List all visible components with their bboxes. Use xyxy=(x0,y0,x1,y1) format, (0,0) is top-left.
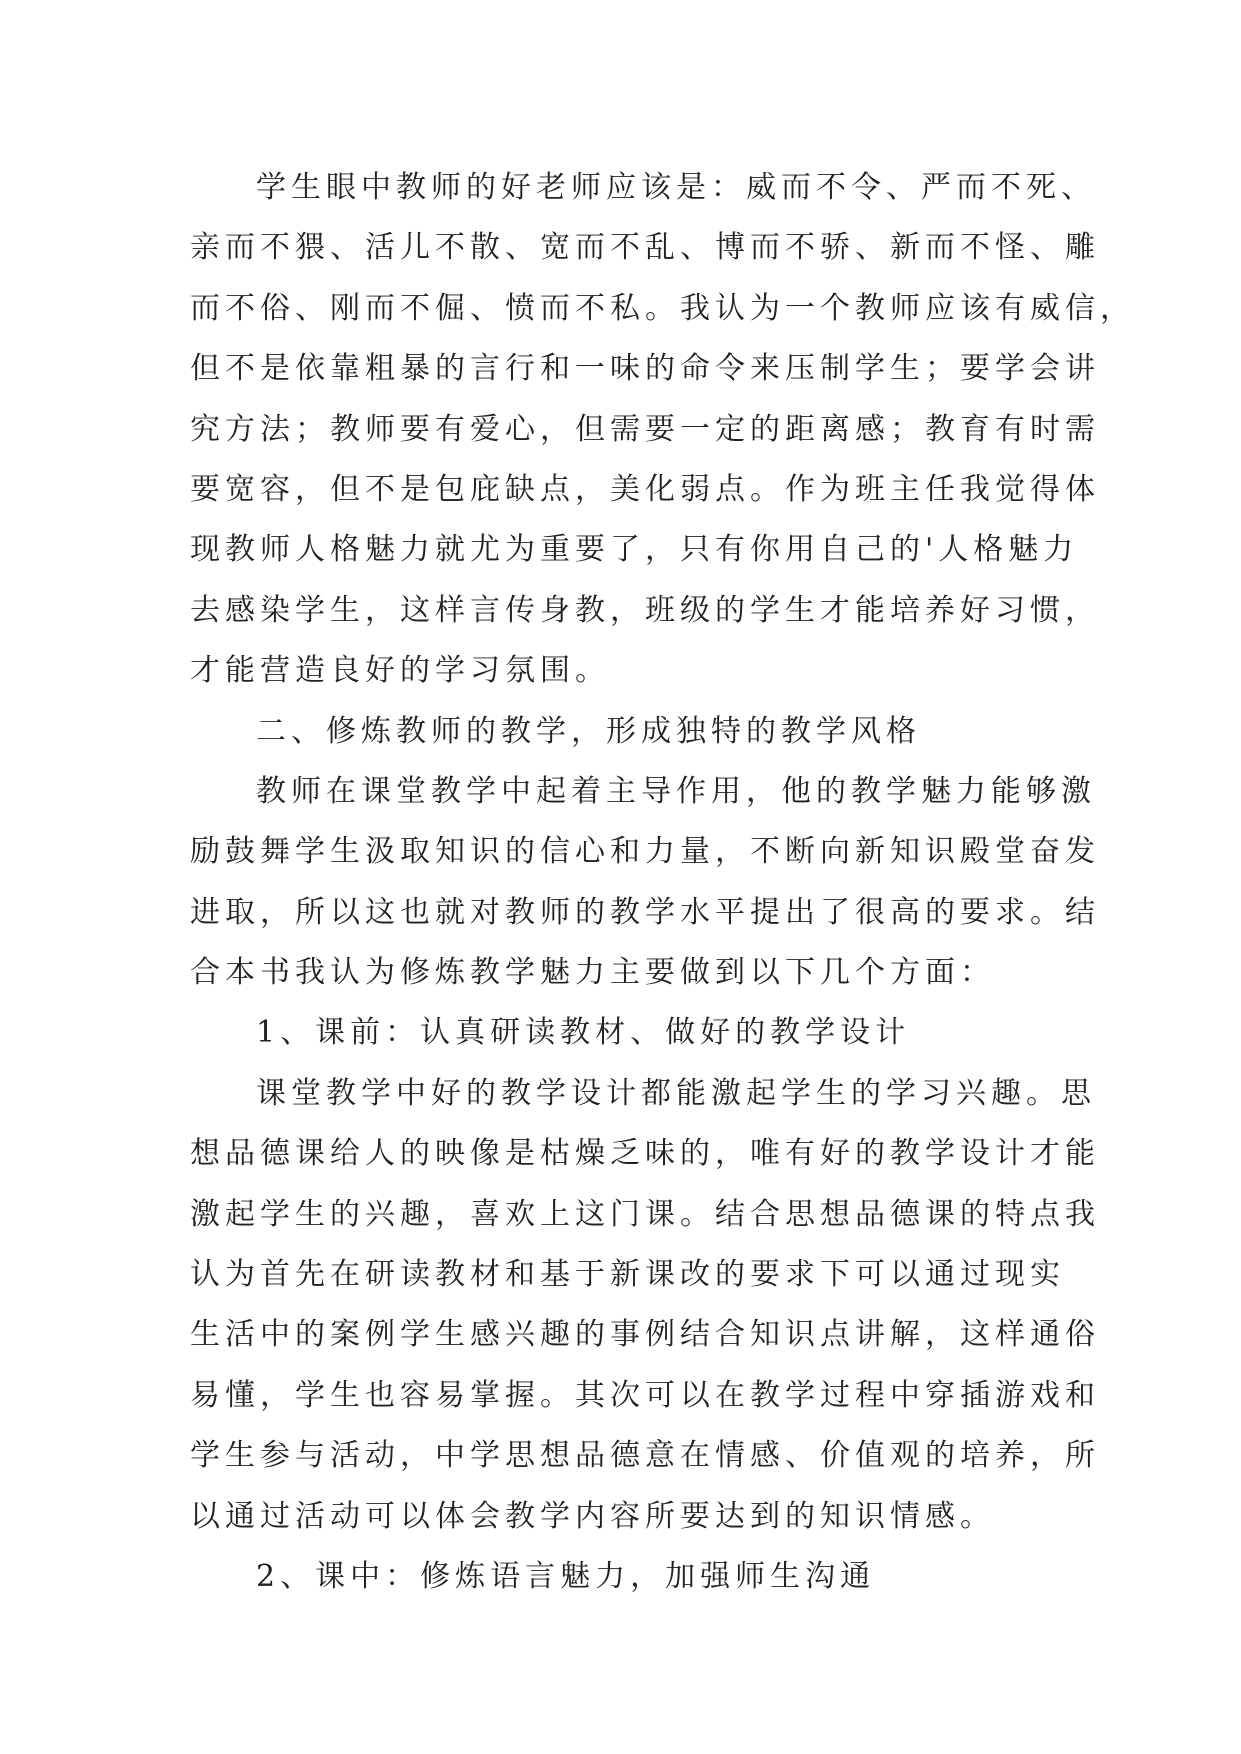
text-line: 才能营造良好的学习氛围。 xyxy=(190,653,610,689)
text-line: 激起学生的兴趣，喜欢上这门课。结合思想品德课的特点我 xyxy=(190,1196,1100,1232)
document-body xyxy=(190,158,1135,1607)
text-line: 学生参与活动，中学思想品德意在情感、价值观的培养，所 xyxy=(190,1438,1100,1474)
text-line: 而不俗、刚而不倔、愤而不私。我认为一个教师应该有威信， xyxy=(190,290,1135,326)
text-line: 易懂，学生也容易掌握。其次可以在教学过程中穿插游戏和 xyxy=(190,1377,1100,1413)
text-line: 二、修炼教师的教学，形成独特的教学风格 xyxy=(256,713,921,749)
text-line: 想品德课给人的映像是枯燥乏味的，唯有好的教学设计才能 xyxy=(190,1136,1100,1172)
text-line: 但不是依靠粗暴的言行和一味的命令来压制学生；要学会讲 xyxy=(190,351,1100,387)
text-line: 认为首先在研读教材和基于新课改的要求下可以通过现实 xyxy=(190,1257,1065,1293)
text-line: 教师在课堂教学中起着主导作用，他的教学魅力能够激 xyxy=(256,773,1096,809)
text-line: 学生眼中教师的好老师应该是：威而不令、严而不死、 xyxy=(256,170,1096,205)
text-line: 合本书我认为修炼教学魅力主要做到以下几个方面： xyxy=(190,955,995,991)
text-line: 现教师人格魅力就尤为重要了，只有你用自己的'人格魅力 xyxy=(190,532,1079,568)
text-line: 要宽容，但不是包庇缺点，美化弱点。作为班主任我觉得体 xyxy=(190,471,1100,507)
text-line: 2、课中：修炼语言魅力，加强师生沟通 xyxy=(256,1558,876,1594)
text-line: 去感染学生，这样言传身教，班级的学生才能培养好习惯， xyxy=(190,592,1100,628)
text-line: 以通过活动可以体会教学内容所要达到的知识情感。 xyxy=(190,1498,995,1534)
text-line: 亲而不猥、活儿不散、宽而不乱、博而不骄、新而不怪、雕 xyxy=(190,230,1100,266)
text-line: 进取，所以这也就对教师的教学水平提出了很高的要求。结 xyxy=(190,894,1100,930)
text-line: 1、课前：认真研读教材、做好的教学设计 xyxy=(256,1015,911,1051)
text-line: 究方法；教师要有爱心，但需要一定的距离感；教育有时需 xyxy=(190,411,1100,447)
text-line: 励鼓舞学生汲取知识的信心和力量，不断向新知识殿堂奋发 xyxy=(190,834,1100,870)
text-line: 生活中的案例学生感兴趣的事例结合知识点讲解，这样通俗 xyxy=(190,1317,1100,1353)
text-line: 课堂教学中好的教学设计都能激起学生的学习兴趣。思 xyxy=(256,1075,1096,1111)
